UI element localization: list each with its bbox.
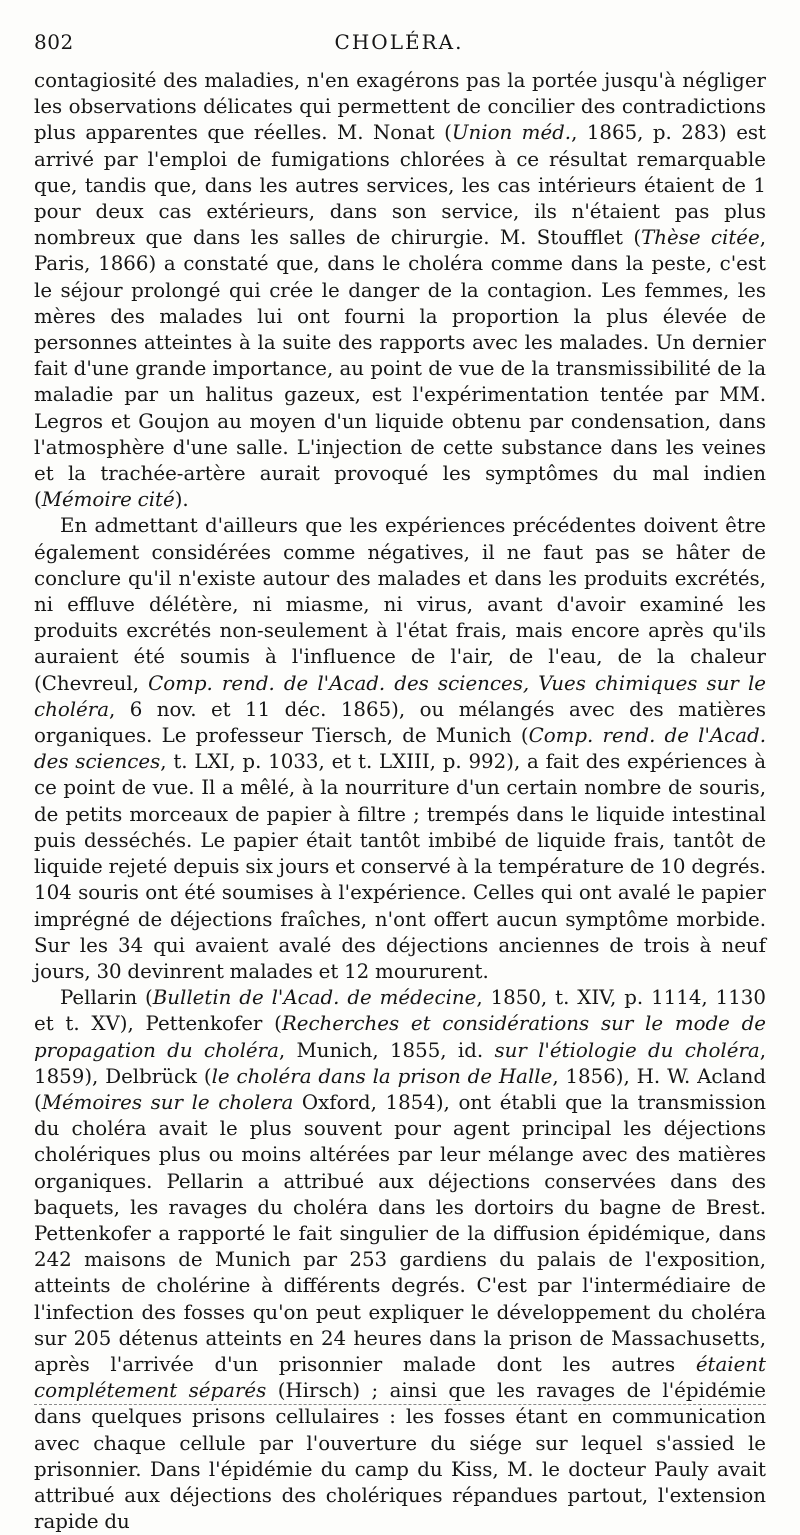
italic-citation: Mémoire cité — [41, 488, 175, 512]
italic-citation: Comp. rend. de l'Acad. des sciences, Vues chimiques sur le choléra — [34, 671, 766, 721]
text-run: , 1856), H. W. Acland ( — [34, 1064, 766, 1114]
text-run: , 6 nov. et 11 déc. 1865), ou mélangés avec des matières organiques. Le professeur Tiersch, de Munich ( — [34, 697, 766, 748]
text-run: , Munich, 1855, id. — [278, 1038, 495, 1062]
italic-citation: Recherches et considérations sur le mode de propagation du choléra — [34, 1012, 766, 1062]
text-run: contagiosité des maladies, n'en exagérons pas la portée jusqu'à négliger les observations délicates qui permettent de concilier des contradictions plus apparentes que réelles. M. Nonat ( — [34, 69, 766, 145]
text-run: , 1859), Delbrück ( — [34, 1038, 766, 1088]
text-run: Pellarin ( — [60, 986, 153, 1010]
italic-citation: Thèse citée — [641, 226, 760, 250]
paragraph — [34, 513, 766, 985]
italic-citation: Mémoires sur le cholera — [41, 1090, 294, 1114]
text-run: En admettant d'ailleurs que les expériences précédentes doivent être également considérées comme négatives, il ne faut pas se hâter de conclure qu'il n'existe autour des malades et dans les produits excrétés, ni effluve délétère, ni miasme, ni virus, avant d'avoir examiné les produits excrétés non-seulement à l'état frais, mais encore après qu'ils auraient été soumis à l'influence de l'air, de l'eau, de la chaleur (Chevreul, — [34, 514, 766, 695]
paragraph — [34, 985, 766, 1535]
italic-citation: le choléra dans la prison de Halle — [211, 1064, 553, 1088]
running-head: CHOLÉRA. — [334, 30, 464, 54]
footer-rule — [34, 1404, 766, 1405]
italic-citation: étaient complétement séparés — [34, 1352, 766, 1403]
text-run: Oxford, 1854), ont établi que la transmission du choléra avait le plus souvent pour agent principal les déjections cholériques plus ou moins altérées par leur mélange avec des matières organiques. Pellarin a attribué aux déjections conservées dans des baquets, les ravages du choléra dans les dortoirs du bagne de Brest. Pettenkofer a rapporté le fait singulier de la diffusion épidémique, dans 242 maisons de Munich par 253 gardiens du palais de l'exposition, atteints de cholérine à différents degrés. C'est par l'intermédiaire de l'infection des fosses qu'on peut expliquer le développement du choléra sur 205 détenus atteints en 24 heures dans la prison de Massachusetts, après l'arrivée d'un prisonnier malade dont les autres — [34, 1090, 766, 1376]
paragraph — [34, 68, 766, 513]
text-run: , 1850, t. XIV, p. 1114, 1130 et t. XV), Pettenkofer ( — [34, 986, 766, 1036]
page-number: 802 — [34, 30, 74, 54]
italic-citation: sur l'étiologie du choléra — [494, 1038, 760, 1062]
page-header — [34, 30, 764, 60]
text-run: , t. LXI, p. 1033, et t. LXIII, p. 992), a fait des expériences à ce point de vue. Il a mêlé, à la nourriture d'un certain nombre de souris, de petits morceaux de papier à filtre ; trempés dans le liquide intestinal puis desséchés. Le papier était tantôt imbibé de liquide frais, tantôt de liquide rejeté depuis six jours et conservé à la température de 10 degrés. 104 souris ont été soumises à l'expérience. Celles qui ont avalé le papier imprégné de déjections fraîches, n'ont offert aucun symptôme morbide. Sur les 34 qui avaient avalé des déjections anciennes de trois à neuf jours, 30 devinrent malades et 12 moururent. — [34, 750, 767, 983]
italic-citation: Comp. rend. de l'Acad. des sciences — [34, 724, 766, 774]
text-run: , 1865, p. 283) est arrivé par l'emploi de fumigations chlorées à ce résultat remarquable que, tandis que, dans les autres services, les cas intérieurs étaient de 1 pour deux cas extérieurs, dans son service, ils n'étaient pas plus nombreux que dans les salles de chirurgie. M. Stoufflet ( — [34, 121, 767, 250]
body-text — [34, 68, 766, 1535]
text-run: ). — [174, 488, 189, 512]
italic-citation: Bulletin de l'Acad. de médecine — [152, 986, 477, 1010]
italic-citation: Union méd. — [451, 121, 572, 145]
text-run: , Paris, 1866) a constaté que, dans le choléra comme dans la peste, c'est le séjour prolongé qui crée le danger de la contagion. Les femmes, les mères des malades lui ont fourni la proportion la plus élevée de personnes atteintes à la suite des rapports avec les malades. Un dernier fait d'une grande importance, au point de vue de la transmissibilité de la maladie par un halitus gazeux, est l'expérimentation tentée par MM. Legros et Goujon au moyen d'un liquide obtenu par condensation, dans l'atmosphère d'une salle. L'injection de cette substance dans les veines et la trachée-artère aurait provoqué les symptômes du mal indien ( — [34, 226, 766, 512]
text-run: (Hirsch) ; ainsi que les ravages de l'épidémie dans quelques prisons cellulaires : les fosses étant en communication avec chaque cellule par l'ouverture du siége sur lequel s'assied le prisonnier. Dans l'épidémie du camp du Kiss, M. le docteur Pauly avait attribué aux déjections des cholériques répandues partout, l'extension rapide du — [34, 1379, 767, 1534]
